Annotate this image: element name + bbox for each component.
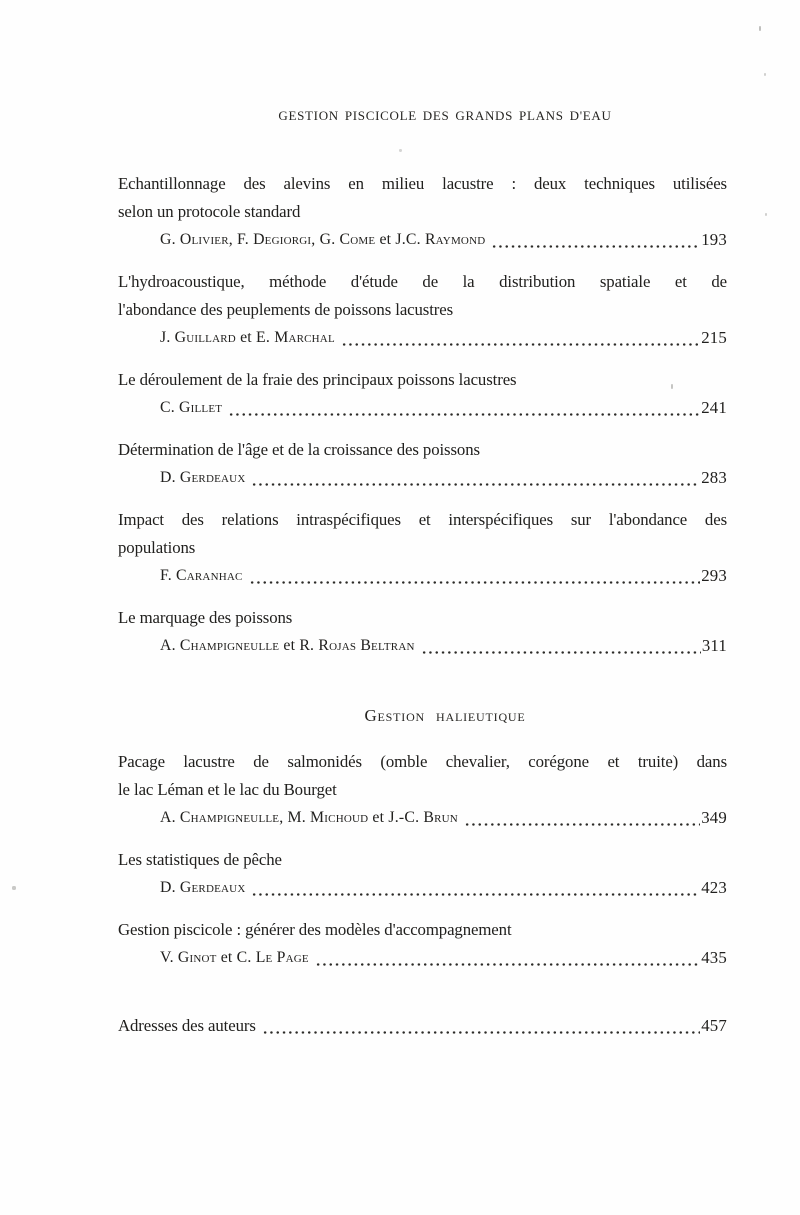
dot-leader xyxy=(250,464,700,492)
entry-author-line xyxy=(118,324,727,352)
entry-title-line: Impact des relations intraspécifiques et interspécifiques sur l'abondance des xyxy=(118,510,727,529)
toc-entry xyxy=(118,846,727,902)
dot-leader xyxy=(227,394,700,422)
toc-entry xyxy=(118,604,727,660)
entry-authors: G. Olivier, F. Degiorgi, G. Come et J.C. Raymond xyxy=(160,231,486,248)
toc-entry xyxy=(118,748,727,832)
entry-title-line: l'abondance des peuplements de poissons lacustres xyxy=(118,300,454,319)
entry-authors: D. Gerdeaux xyxy=(160,469,246,486)
entry-author-line xyxy=(118,632,727,660)
entry-author-line xyxy=(118,464,727,492)
dot-leader xyxy=(314,944,700,972)
dot-leader xyxy=(490,226,700,254)
entry-author-line xyxy=(118,804,727,832)
entry-author-line xyxy=(118,562,727,590)
entry-title-line: populations xyxy=(118,538,196,557)
page-number: 293 xyxy=(701,566,727,585)
page-number: 193 xyxy=(701,230,727,249)
entry-authors: J. Guillard et E. Marchal xyxy=(160,329,335,346)
entry-authors: F. Caranhac xyxy=(160,567,243,584)
toc-entry xyxy=(118,366,727,422)
dot-leader xyxy=(250,874,700,902)
scan-speck xyxy=(399,149,402,152)
scan-speck xyxy=(759,26,761,31)
entry-title-line: Les statistiques de pêche xyxy=(118,850,282,869)
addresses-label: Adresses des auteurs xyxy=(118,1016,256,1035)
scan-speck xyxy=(12,886,16,890)
scan-speck xyxy=(764,73,766,76)
toc-entry xyxy=(118,916,727,972)
entry-title-line: Pacage lacustre de salmonidés (omble chevalier, corégone et truite) dans xyxy=(118,752,727,771)
toc-entry xyxy=(118,268,727,352)
entry-author-line xyxy=(118,226,727,254)
entry-authors: D. Gerdeaux xyxy=(160,879,246,896)
dot-leader xyxy=(248,562,701,590)
entry-author-line xyxy=(118,394,727,422)
page-number: 457 xyxy=(701,1016,727,1035)
page-number: 283 xyxy=(701,468,727,487)
page-number: 215 xyxy=(701,328,727,347)
section-heading: Gestion halieutique xyxy=(364,706,526,725)
entry-authors: V. Ginot et C. Le Page xyxy=(160,949,309,966)
dot-leader xyxy=(340,324,700,352)
toc-entry xyxy=(118,506,727,590)
page-number: 241 xyxy=(701,398,727,417)
addresses-entry xyxy=(118,1012,727,1040)
entry-title-line: Le marquage des poissons xyxy=(118,608,293,627)
page-number: 311 xyxy=(701,636,727,655)
page-number: 435 xyxy=(701,948,727,967)
entry-title-line: Détermination de l'âge et de la croissance des poissons xyxy=(118,440,480,459)
toc-entry xyxy=(118,170,727,254)
entry-title-line: Echantillonnage des alevins en milieu lacustre : deux techniques utilisées xyxy=(118,174,727,193)
running-head: GESTION PISCICOLE DES GRANDS PLANS D'EAU xyxy=(278,108,612,123)
entry-title-line: L'hydroacoustique, méthode d'étude de la distribution spatiale et de xyxy=(118,272,727,291)
page-number: 349 xyxy=(701,808,727,827)
entry-title-line: Le déroulement de la fraie des principaux poissons lacustres xyxy=(118,370,517,389)
dot-leader xyxy=(420,632,701,660)
scan-speck xyxy=(671,384,673,389)
toc-content xyxy=(118,0,727,1040)
dot-leader xyxy=(261,1012,700,1040)
dot-leader xyxy=(463,804,700,832)
entry-title-line: selon un protocole standard xyxy=(118,202,301,221)
page-number: 423 xyxy=(701,878,727,897)
entry-authors: C. Gillet xyxy=(160,399,223,416)
entry-author-line xyxy=(118,944,727,972)
scan-speck xyxy=(765,213,767,216)
entry-authors: A. Champigneulle, M. Michoud et J.-C. Brun xyxy=(160,809,458,826)
toc-entry xyxy=(118,436,727,492)
entry-author-line xyxy=(118,874,727,902)
entry-title-line: le lac Léman et le lac du Bourget xyxy=(118,780,337,799)
entry-authors: A. Champigneulle et R. Rojas Beltran xyxy=(160,637,415,654)
entry-title-line: Gestion piscicole : générer des modèles d'accompagnement xyxy=(118,920,512,939)
